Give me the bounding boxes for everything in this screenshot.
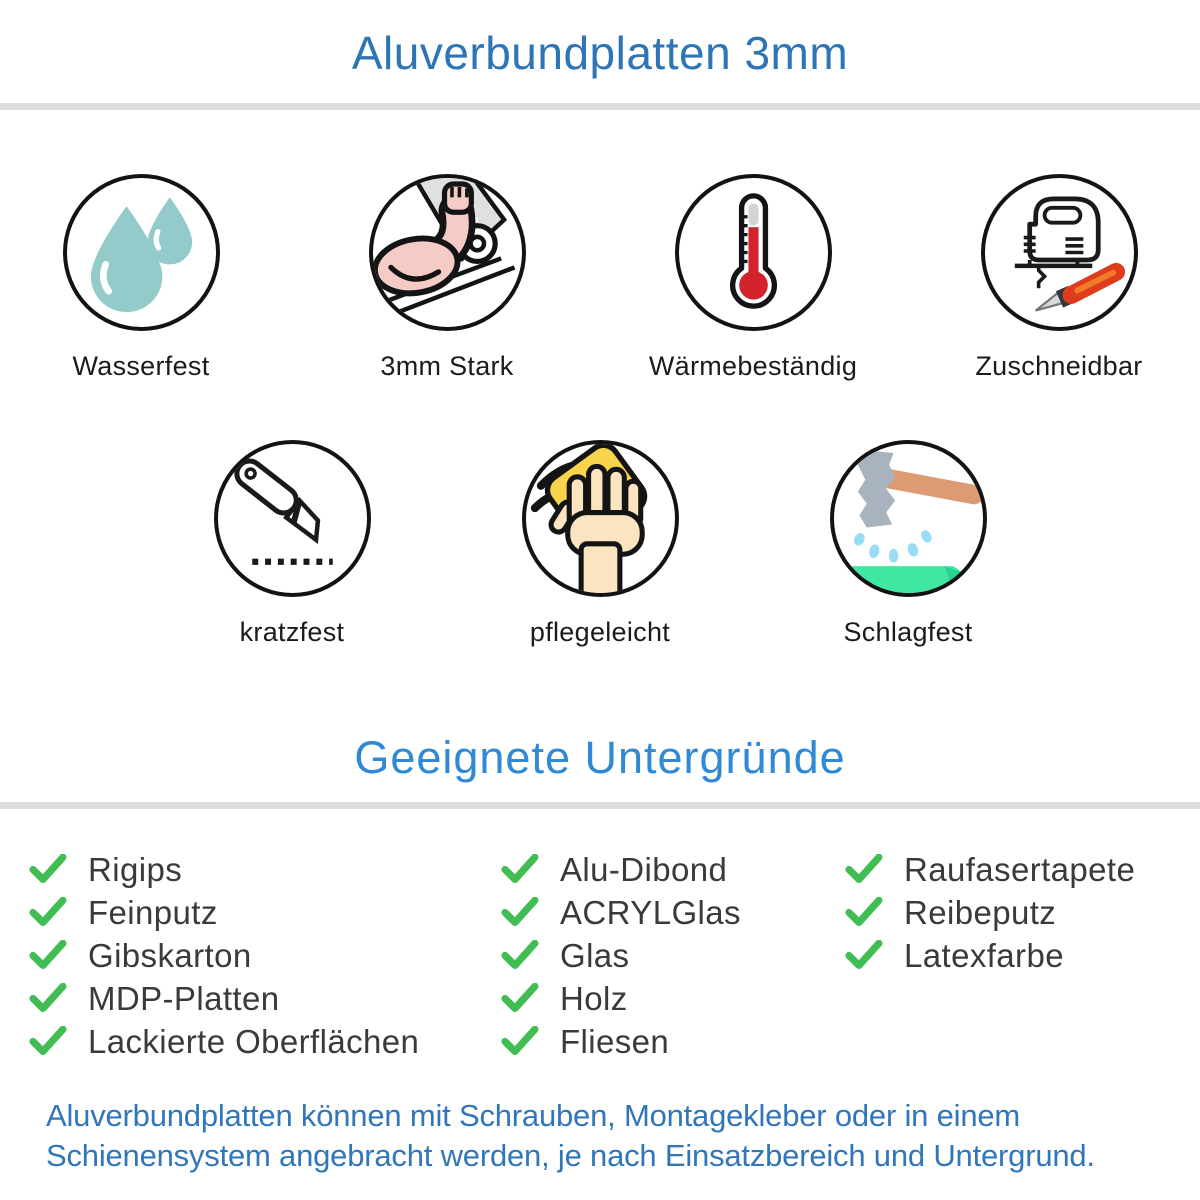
substrate-label: ACRYLGlas — [560, 894, 741, 931]
list-item — [500, 896, 844, 929]
feature-row-2 — [0, 440, 1200, 648]
substrate-column-2 — [500, 853, 844, 1068]
list-item — [500, 982, 844, 1015]
feature-kratzfest — [151, 440, 433, 648]
checkmark-icon — [28, 940, 69, 971]
list-item — [28, 1025, 500, 1058]
mounting-note — [0, 1096, 1200, 1176]
checkmark-icon — [28, 897, 69, 928]
checkmark-icon — [28, 854, 69, 885]
checkmark-icon — [500, 940, 541, 971]
feature-label: 3mm Stark — [380, 351, 514, 381]
checkmark-icon — [500, 983, 541, 1014]
list-item — [500, 939, 844, 972]
substrate-list — [0, 853, 1200, 1068]
checkmark-icon — [28, 1026, 69, 1057]
feature-label: Schlagfest — [843, 617, 973, 647]
list-item — [28, 896, 500, 929]
substrate-column-1 — [28, 853, 500, 1068]
substrate-label: Fliesen — [560, 1023, 670, 1060]
list-item — [28, 853, 500, 886]
feature-label: Wasserfest — [72, 351, 210, 381]
substrate-label: Raufasertapete — [904, 851, 1136, 888]
checkmark-icon — [844, 854, 885, 885]
water-drops-icon — [63, 174, 220, 331]
muscle-arm-icon — [369, 174, 526, 331]
list-item — [844, 853, 1200, 886]
substrate-column-3 — [844, 853, 1200, 1068]
hammer-icon — [830, 440, 987, 597]
feature-schlagfest — [767, 440, 1049, 648]
feature-wasserfest — [0, 174, 282, 382]
mounting-note-line-2: Schienensystem angebracht werden, je nach Einsatzbereich und Untergrund. — [46, 1138, 1095, 1173]
substrate-label: Holz — [560, 980, 628, 1017]
feature-label: pflegeleicht — [529, 617, 671, 647]
list-item — [500, 1025, 844, 1058]
page-title: Aluverbundplatten 3mm — [351, 27, 849, 79]
feature-waermebestaendig — [612, 174, 894, 382]
cleaning-hand-icon — [522, 440, 679, 597]
substrate-label: Rigips — [88, 851, 183, 888]
feature-label: Zuschneidbar — [975, 351, 1143, 381]
divider — [0, 802, 1200, 809]
feature-zuschneidbar — [918, 174, 1200, 382]
substrate-label: MDP-Platten — [88, 980, 280, 1017]
substrate-label: Gibskarton — [88, 937, 252, 974]
substrate-label: Feinputz — [88, 894, 218, 931]
divider — [0, 103, 1200, 110]
section-heading: Geeignete Untergründe — [354, 732, 846, 783]
list-item — [844, 939, 1200, 972]
jigsaw-knife-icon — [981, 174, 1138, 331]
substrate-label: Lackierte Oberflächen — [88, 1023, 420, 1060]
feature-3mm-stark — [306, 174, 588, 382]
substrate-label: Reibeputz — [904, 894, 1057, 931]
utility-knife-icon — [214, 440, 371, 597]
list-item — [500, 853, 844, 886]
thermometer-icon — [675, 174, 832, 331]
checkmark-icon — [500, 854, 541, 885]
checkmark-icon — [500, 1026, 541, 1057]
feature-label: Wärmebeständig — [648, 351, 858, 381]
substrate-label: Alu-Dibond — [560, 851, 728, 888]
feature-pflegeleicht — [459, 440, 741, 648]
substrate-label: Latexfarbe — [904, 937, 1064, 974]
checkmark-icon — [28, 983, 69, 1014]
list-item — [844, 896, 1200, 929]
checkmark-icon — [844, 897, 885, 928]
feature-label: kratzfest — [239, 617, 345, 647]
mounting-note-line-1: Aluverbundplatten können mit Schrauben, Montagekleber oder in einem — [46, 1098, 1021, 1133]
list-item — [28, 982, 500, 1015]
substrate-label: Glas — [560, 937, 630, 974]
list-item — [28, 939, 500, 972]
feature-row-1 — [0, 174, 1200, 382]
checkmark-icon — [500, 897, 541, 928]
checkmark-icon — [844, 940, 885, 971]
